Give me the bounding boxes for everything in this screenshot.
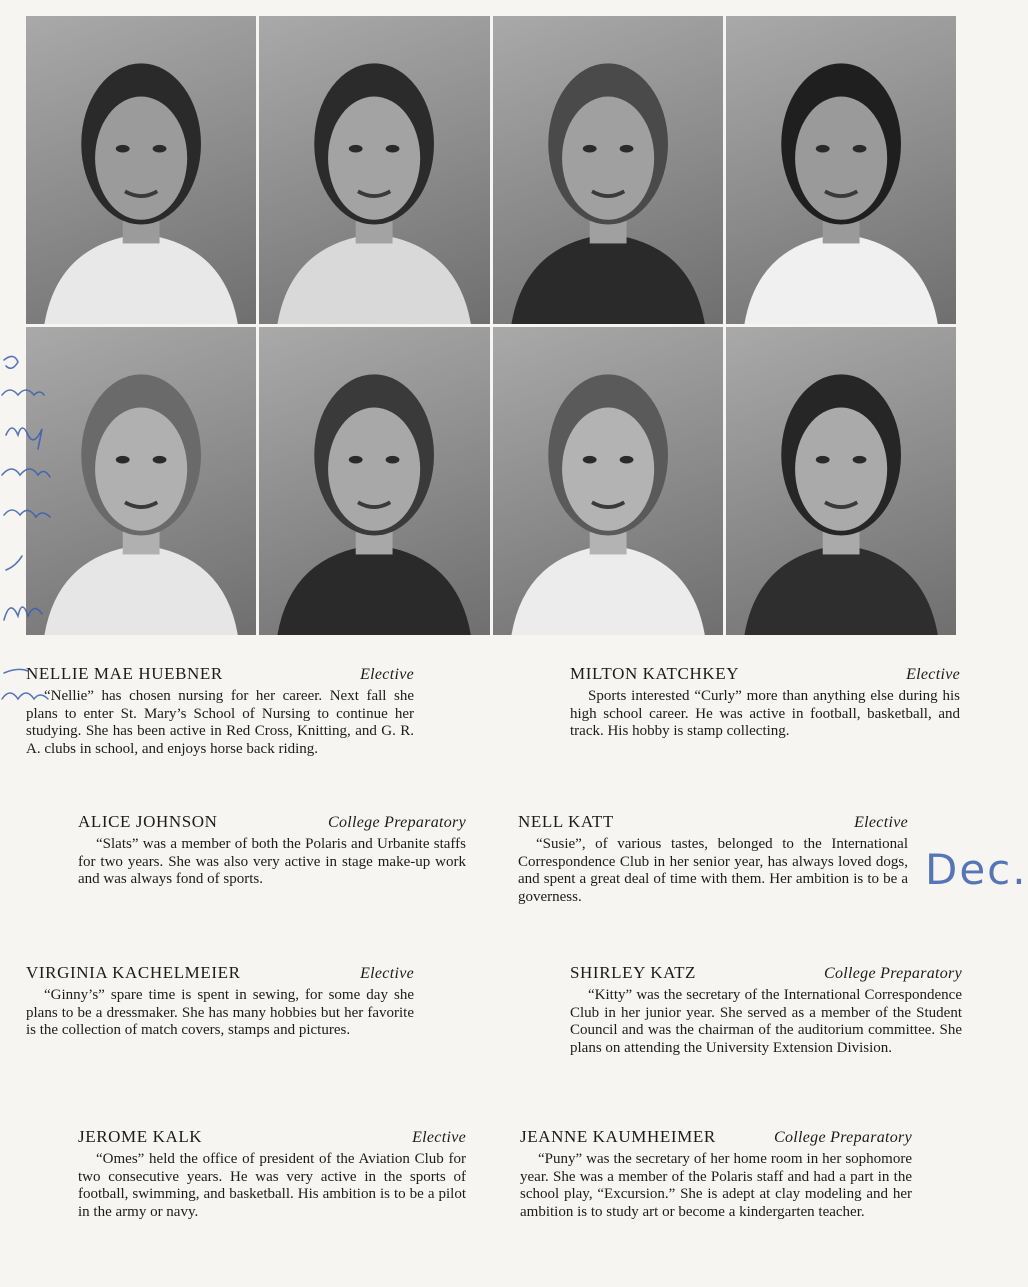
portrait-photo <box>726 327 956 635</box>
portrait-photo <box>26 16 256 324</box>
bio-nellie-mae-huebner <box>26 664 414 758</box>
portrait-photo <box>259 327 489 635</box>
bio-text: “Slats” was a member of both the Polaris and Urbanite staffs for two years. She was also very active in stage make-up work and was always fond of sports. <box>78 836 466 887</box>
student-name: VIRGINIA KACHELMEIER <box>26 963 241 982</box>
face <box>795 97 887 220</box>
portrait-nell-katt <box>726 16 956 324</box>
left-eye <box>816 456 830 464</box>
right-eye <box>852 145 866 153</box>
bio-milton-katchkey <box>570 664 960 741</box>
course-label: Elective <box>412 1129 466 1146</box>
right-eye <box>852 456 866 464</box>
bio-text: “Susie”, of various tastes, belonged to the International Correspondence Club in her senior year, has always loved dogs, and spent a great deal of time with them. Her ambition is to be a governess. <box>518 836 908 905</box>
right-eye <box>153 456 167 464</box>
left-eye <box>582 456 596 464</box>
course-label: Elective <box>854 814 908 831</box>
face <box>795 408 887 531</box>
portrait-jeanne-kaumheimer <box>726 327 956 635</box>
face <box>328 408 420 531</box>
portrait-milton-katchkey <box>493 16 723 324</box>
portrait-photo <box>493 16 723 324</box>
handwritten-margin-note <box>0 340 62 640</box>
left-eye <box>816 145 830 153</box>
portrait-photo <box>259 16 489 324</box>
course-label: College Preparatory <box>774 1129 912 1146</box>
bio-alice-johnson <box>78 812 466 889</box>
bio-text: Sports interested “Curly” more than anything else during his high school career. He was active in football, basketball, and track. His hobby is stamp collecting. <box>570 688 960 739</box>
course-label: Elective <box>360 666 414 683</box>
bio-text: “Kitty” was the secretary of the International Correspondence Club in her junior year. She served as a member of the Student Council and was the chairman of the auditorium committee. She plans on attending the University Extension Division. <box>570 987 962 1056</box>
portrait-nellie-mae-huebner <box>26 16 256 324</box>
shoulders <box>511 545 704 635</box>
portrait-photo <box>493 327 723 635</box>
bio-nell-katt <box>518 812 908 906</box>
bio-text: “Ginny’s” spare time is spent in sewing, for some day she plans to be a dressmaker. She has many hobbies but her favorite is the collection of match covers, stamps and pictures. <box>26 987 414 1038</box>
course-label: Elective <box>360 965 414 982</box>
student-name: SHIRLEY KATZ <box>570 963 697 982</box>
bio-shirley-katz <box>570 963 962 1057</box>
portrait-shirley-katz <box>493 327 723 635</box>
course-label: College Preparatory <box>328 814 466 831</box>
shoulders <box>511 234 704 324</box>
shoulders <box>44 234 237 324</box>
right-eye <box>619 456 633 464</box>
bio-jeanne-kaumheimer <box>520 1127 912 1221</box>
student-name: JEROME KALK <box>78 1127 203 1146</box>
left-eye <box>116 456 130 464</box>
portrait-grid <box>26 16 956 635</box>
face <box>562 97 654 220</box>
right-eye <box>619 145 633 153</box>
bio-virginia-kachelmeier <box>26 963 414 1040</box>
student-name: ALICE JOHNSON <box>78 812 218 831</box>
course-label: Elective <box>906 666 960 683</box>
shoulders <box>278 234 471 324</box>
portrait-jerome-kalk <box>259 327 489 635</box>
student-name: MILTON KATCHKEY <box>570 664 740 683</box>
student-name: JEANNE KAUMHEIMER <box>520 1127 716 1146</box>
bio-text: “Puny” was the secretary of her home room in her sophomore year. She was a member of the Polaris staff and had a part in the school play, “Excursion.” She is adept at clay modeling and her ambition is to study art or become a kindergarten teacher. <box>520 1151 912 1220</box>
left-eye <box>582 145 596 153</box>
face <box>95 408 187 531</box>
right-eye <box>386 456 400 464</box>
bio-text: “Nellie” has chosen nursing for her career. Next fall she plans to enter St. Mary’s School of Nursing to continue her studying. She has been active in Red Cross, Knitting, and G. R. A. clubs in school, and enjoys horse back riding. <box>26 688 414 757</box>
shoulders <box>744 545 937 635</box>
face <box>328 97 420 220</box>
portrait-photo <box>726 16 956 324</box>
bio-jerome-kalk <box>78 1127 466 1221</box>
student-name: NELLIE MAE HUEBNER <box>26 664 223 683</box>
portrait-alice-johnson <box>259 16 489 324</box>
shoulders <box>44 545 237 635</box>
face <box>95 97 187 220</box>
right-eye <box>153 145 167 153</box>
course-label: College Preparatory <box>824 965 962 982</box>
face <box>562 408 654 531</box>
left-eye <box>116 145 130 153</box>
shoulders <box>744 234 937 324</box>
student-name: NELL KATT <box>518 812 614 831</box>
left-eye <box>349 456 363 464</box>
handwritten-dec-note: Dec. <box>925 845 1028 894</box>
shoulders <box>278 545 471 635</box>
left-eye <box>349 145 363 153</box>
bio-text: “Omes” held the office of president of the Aviation Club for two consecutive years. He was very active in the sports of football, swimming, and basketball. His ambition is to be a pilot in the army or navy. <box>78 1151 466 1220</box>
right-eye <box>386 145 400 153</box>
